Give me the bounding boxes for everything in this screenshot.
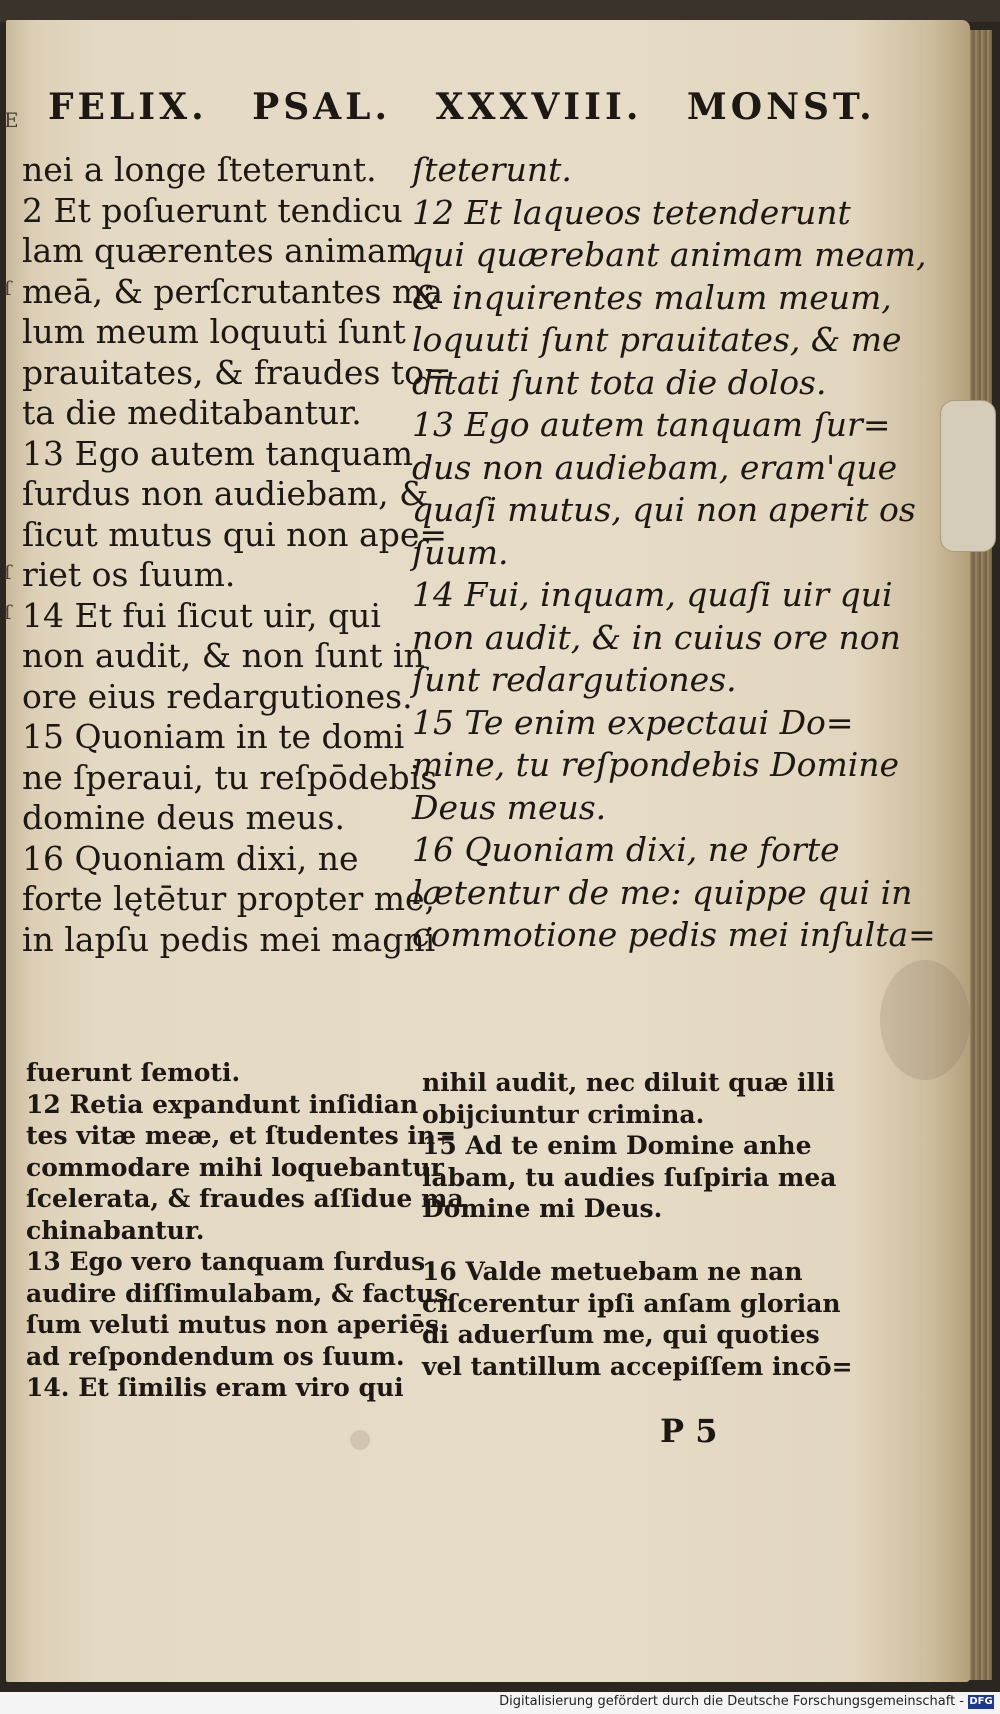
text-line: 16 Quoniam dixi, ne bbox=[22, 838, 359, 878]
text-line: tes vitæ meæ, et ſtudentes in= bbox=[26, 1121, 457, 1150]
text-line: nei a longe ſteterunt. bbox=[22, 150, 377, 189]
text-line: ſunt redargutiones. bbox=[412, 660, 737, 699]
text-line: 16 Valde metuebam ne nan bbox=[422, 1257, 803, 1286]
text-line: mine, tu reſpondebis Domine bbox=[412, 745, 900, 784]
text-line: domine deus meus. bbox=[22, 798, 345, 837]
page-clasp bbox=[940, 400, 996, 552]
text-line: lum meum loquuti ſunt bbox=[22, 312, 406, 351]
running-head-word: FELIX. bbox=[48, 86, 208, 128]
text-line: 14 Fui, inquam, quaſi uir qui bbox=[412, 575, 893, 614]
text-line: commodare mihi loquebantur bbox=[26, 1152, 444, 1182]
text-line: 13 Ego autem tanquam bbox=[22, 433, 414, 473]
text-line: non audit, & in cuius ore non bbox=[412, 617, 901, 657]
text-line: Domine mi Deus. bbox=[422, 1194, 663, 1223]
text-line: 13 Ego vero tanquam ſurdus bbox=[26, 1247, 426, 1276]
text-line: riet os ſuum. bbox=[22, 555, 236, 594]
text-line: 12 Et laqueos tetenderunt bbox=[412, 192, 851, 232]
running-head bbox=[48, 86, 904, 128]
running-head-word: PSAL. bbox=[252, 86, 392, 128]
text-line: di aduerſum me, qui quoties bbox=[422, 1320, 820, 1349]
text-line: labam, tu audies ſuſpiria mea bbox=[422, 1162, 837, 1192]
text-line: 12 Retia expandunt inſidian bbox=[26, 1089, 419, 1119]
text-line: dus non audiebam, eram'que bbox=[412, 447, 898, 487]
text-line: 15 Ad te enim Domine anhe bbox=[422, 1131, 812, 1160]
text-line: commotione pedis mei inſulta= bbox=[412, 915, 936, 954]
signature-mark: P 5 bbox=[660, 1412, 718, 1450]
margin-mark: ſ bbox=[4, 560, 12, 584]
text-line: chinabantur. bbox=[26, 1215, 205, 1245]
paper-stain bbox=[880, 960, 970, 1080]
text-line: vel tantillum accepiſſem incō= bbox=[422, 1351, 853, 1381]
text-line: loquuti ſunt prauitates, & me bbox=[412, 320, 902, 359]
text-line: audire diſſimulabam, & factus bbox=[26, 1278, 449, 1308]
running-head-word: XXXVIII. bbox=[435, 86, 643, 128]
text-line: 13 Ego autem tanquam ſur= bbox=[412, 405, 891, 444]
text-line: 15 Te enim expectaui Do= bbox=[412, 702, 854, 742]
text-line: meā, & perſcrutantes ma bbox=[22, 271, 443, 311]
text-line: ſuum. bbox=[412, 532, 509, 572]
text-line: obijciuntur crimina. bbox=[422, 1099, 705, 1129]
margin-mark: ſ bbox=[4, 276, 12, 300]
text-line: ore eius redargutiones. bbox=[22, 676, 413, 716]
paper-stain bbox=[350, 1430, 370, 1450]
text-line: ſicut mutus qui non ape= bbox=[22, 514, 448, 554]
text-line: ta die meditabantur. bbox=[22, 393, 362, 432]
text-line: ne ſperaui, tu reſpōdebis bbox=[22, 757, 438, 797]
text-line: quaſi mutus, qui non aperit os bbox=[412, 490, 916, 529]
text-line: lam quærentes animam bbox=[22, 231, 418, 270]
text-line: ſum veluti mutus non aperiēs bbox=[26, 1310, 440, 1339]
text-line: prauitates, & fraudes to= bbox=[22, 352, 452, 392]
scan-top-border bbox=[0, 0, 1000, 22]
footer-credit: Digitalisierung gefördert durch die Deutsche Forschungsgemeinschaft - bbox=[499, 1694, 964, 1709]
text-line: non audit, & non ſunt in bbox=[22, 636, 425, 675]
text-line: Deus meus. bbox=[412, 787, 607, 827]
dfg-logo: DFG bbox=[969, 1696, 993, 1707]
text-line: 14 Et fui ſicut uir, qui bbox=[22, 595, 381, 635]
text-line: 14. Et ſimilis eram viro qui bbox=[26, 1373, 404, 1402]
margin-mark: ſ bbox=[4, 600, 12, 624]
running-head-word: MONST. bbox=[686, 86, 876, 128]
text-line: ad reſpondendum os ſuum. bbox=[26, 1341, 405, 1371]
text-line: ſurdus non audiebam, & bbox=[22, 474, 429, 513]
text-line: ditati ſunt tota die dolos. bbox=[412, 362, 827, 402]
text-line: 16 Quoniam dixi, ne forte bbox=[412, 830, 840, 869]
text-line: nihil audit, nec diluit quæ illi bbox=[422, 1068, 835, 1097]
text-line: qui quærebant animam meam, bbox=[412, 235, 927, 274]
text-line: 15 Quoniam in te domi bbox=[22, 717, 405, 756]
margin-mark: E bbox=[4, 108, 19, 132]
text-line: & inquirentes malum meum, bbox=[412, 277, 892, 317]
text-line: in lapſu pedis mei magni bbox=[22, 919, 436, 959]
text-line: fuerunt ſemoti. bbox=[26, 1058, 241, 1087]
text-line: ciſcerentur ipſi anſam glorian bbox=[422, 1288, 841, 1318]
text-line: forte lętētur propter me, bbox=[22, 879, 436, 918]
text-line: lætentur de me: quippe qui in bbox=[412, 872, 913, 912]
text-line: ſcelerata, & fraudes aſſidue ma bbox=[26, 1184, 464, 1213]
text-line: 2 Et poſuerunt tendicu bbox=[22, 190, 403, 230]
text-line: ſteterunt. bbox=[412, 150, 572, 189]
